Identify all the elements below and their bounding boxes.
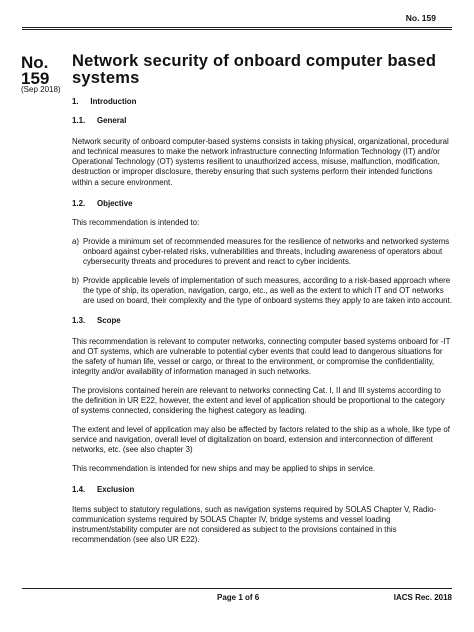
recommendation-date: (Sep 2018)	[21, 85, 61, 94]
list-item-text: Provide a minimum set of recommended measures for the resilience of networks and networked systems onboard against cyber-related risks, vulnerabilities and threats, including awareness of operators about cybersecurity threats and procedures to prevent and react to cyber incidents.	[83, 236, 450, 267]
objective-intro: This recommendation is intended to:	[72, 217, 200, 227]
header-rule-bottom	[22, 29, 452, 30]
document-body	[72, 97, 452, 545]
header-document-number: No. 159	[405, 13, 436, 23]
footer-page-number: Page 1 of 6	[217, 593, 260, 602]
exclusion-paragraph: Items subject to statutory regulations, such as navigation systems required by SOLAS Chapter V, Radio-communication systems required by SOLAS Chapter IV, bridge systems and vessel loading instrument/stability computer are not considered as subject to the provisions contained in this recommendation (see also UR E22).	[72, 504, 437, 544]
section-heading-general: 1.1. General	[72, 116, 127, 126]
recommendation-number: 159	[21, 69, 50, 88]
section-heading-objective: 1.2. Objective	[72, 198, 133, 208]
section-heading-introduction: 1. Introduction	[72, 97, 137, 106]
list-item	[72, 276, 452, 306]
footer-rule	[22, 588, 452, 589]
document-title: Network security of onboard computer based systems	[72, 52, 437, 87]
footer-recommendation: IACS Rec. 2018	[393, 593, 452, 602]
section-heading-exclusion: 1.4. Exclusion	[72, 484, 135, 494]
section-heading-scope: 1.3. Scope	[72, 316, 121, 326]
objective-list	[72, 237, 452, 307]
general-paragraph: Network security of onboard computer-based systems consists in taking physical, organizational, procedural and technical measures to make the network infrastructure connecting Information Technology (IT) and/or Operational Technology (OT) systems resilient to unauthorized access, misuse, malfunction, modification, destruction or improper disclosure, thereby ensuring that such systems perform their intended functions within a secure environment.	[72, 137, 449, 187]
scope-paragraph-1: This recommendation is relevant to computer networks, connecting computer based systems onboard for -IT and OT systems, which are vulnerable to potential cyber events that could lead to dangerous situations for the safety of human life, vessel or cargo, or threat to the environment, or compromise the confidentiality, integrity and/or availability of information managed in such networks.	[72, 336, 451, 376]
list-item	[72, 237, 452, 267]
recommendation-no-label: No.	[21, 53, 49, 72]
header-rule-top	[22, 27, 452, 28]
list-item-label: a)	[72, 236, 80, 246]
list-item-text: Provide applicable levels of implementation of such measures, according to a risk-based approach where the type of ship, its operation, navigation, cargo, etc., as well as the extent to which IT and OT networks are used on board, their complexity and the type of onboard systems they apply to are taken into account.	[83, 276, 452, 306]
scope-paragraph-4: This recommendation is intended for new ships and may be applied to ships in service.	[72, 464, 376, 474]
scope-paragraph-2: The provisions contained herein are relevant to networks connecting Cat. I, II and III systems according to the definition in UR E22, however, the extent and level of application should be proportional to the category of systems connected, considering the highest category as leading.	[72, 385, 445, 416]
list-item-label: b)	[72, 276, 80, 286]
scope-paragraph-3: The extent and level of application may also be affected by factors related to the ship as a whole, like type of service and navigation, overall level of digitalization on board, extension and interconnection of different networks, etc. (see also chapter 3)	[72, 425, 450, 455]
